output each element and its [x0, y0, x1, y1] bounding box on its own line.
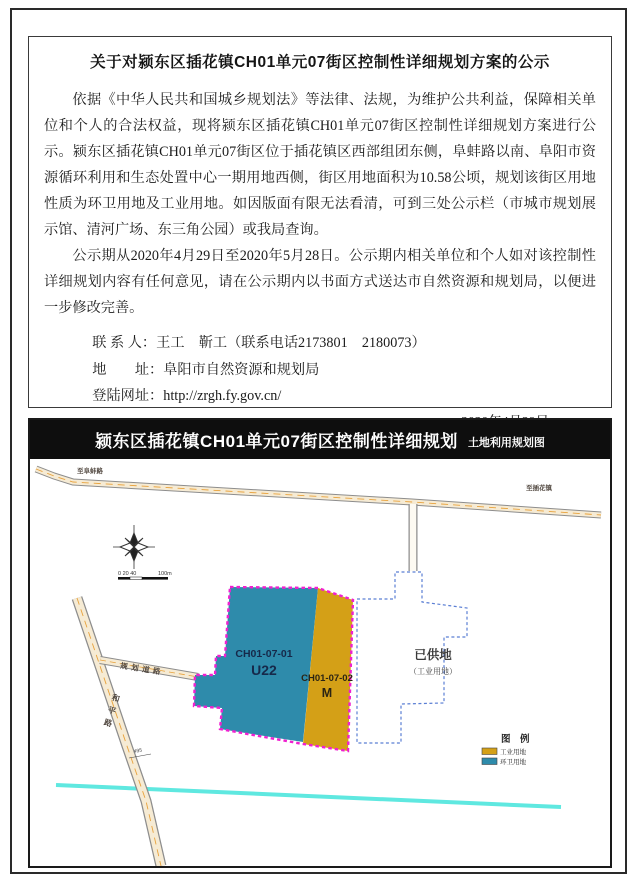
contact-address-value: 阜阳市自然资源和规划局 [163, 361, 320, 378]
notice-paragraph-2: 公示期从2020年4月29日至2020年5月28日。公示期内相关单位和个人如对该控制性详细规划内容有任何意见，请在公示期内以书面方式送达市自然资源和规划局，以便进一步修改完善。 [44, 248, 596, 316]
road-dimension-label: 495 [133, 747, 143, 755]
notice-title: 关于对颍东区插花镇CH01单元07街区控制性详细规划方案的公示 [90, 54, 550, 71]
map-title-bar [30, 420, 610, 459]
legend-label-sanitation: 环卫用地 [500, 759, 526, 766]
top-road [36, 469, 601, 515]
heping-road-label: 和平路 [101, 692, 122, 733]
parcel2-code-label: CH01-07-02 [301, 673, 353, 684]
map-subtitle: 土地利用规划图 [467, 436, 545, 449]
contact-address-label: 地 址： [92, 361, 164, 378]
contact-website-value: http://zrgh.fy.gov.cn/ [163, 388, 282, 404]
road-left-label: 至阜蚌路 [77, 468, 103, 475]
contact-person-value: 王工 靳工（联系电话2173801 2180073） [156, 335, 426, 351]
legend-swatch-sanitation [482, 758, 497, 765]
contact-block [44, 330, 596, 410]
notice-body [44, 87, 596, 410]
map-title: 颍东区插花镇CH01单元07街区控制性详细规划 [95, 432, 458, 451]
supplied-parcel-sublabel: （工业用地） [409, 667, 457, 676]
contact-address-line [92, 357, 596, 384]
scale-numbers: 0 20 40 [118, 571, 137, 577]
legend-swatch-industrial [482, 748, 497, 755]
heping-road [77, 598, 161, 866]
land-use-map [30, 459, 610, 866]
planning-map-section [28, 418, 612, 868]
parcel1-use-label: U22 [251, 662, 277, 678]
compass-icon [113, 525, 155, 569]
contact-person-line [92, 330, 596, 357]
scale-unit: 100m [158, 571, 172, 577]
contact-website-line [92, 383, 596, 410]
canal-line [56, 785, 561, 807]
scale-bar [118, 571, 172, 580]
planned-road-label: 规划道路 [119, 661, 165, 677]
parcel2-use-label: M [321, 686, 333, 700]
notice-document [28, 36, 612, 408]
legend-label-industrial: 工业用地 [500, 749, 526, 756]
contact-person-label: 联 系 人： [92, 335, 157, 351]
road-right-label: 至插花镇 [526, 485, 552, 492]
map-legend [482, 733, 530, 766]
contact-website-label: 登陆网址： [92, 388, 164, 404]
legend-title: 图 例 [501, 734, 530, 745]
notice-paragraph-1: 依据《中华人民共和国城乡规划法》等法律、法规，为维护公共利益，保障相关单位和个人的合法权益，现将颍东区插花镇CH01单元07街区控制性详细规划方案进行公示。颍东区插花镇CH01单元07街区位于插花镇区西部组团东侧，阜蚌路以南、阜阳市资源循环利用和生态处置中心一期用地西侧，街区用地面积为10.58公顷，规划该街区用地性质为环卫用地及工业用地。如因版面有限无法看清，可到三处公示栏（市城市规划展示馆、清河广场、东三角公园）或我局查询。 [44, 92, 596, 238]
supplied-parcel-label: 已供地 [414, 648, 452, 662]
parcel1-code-label: CH01-07-01 [235, 648, 293, 660]
